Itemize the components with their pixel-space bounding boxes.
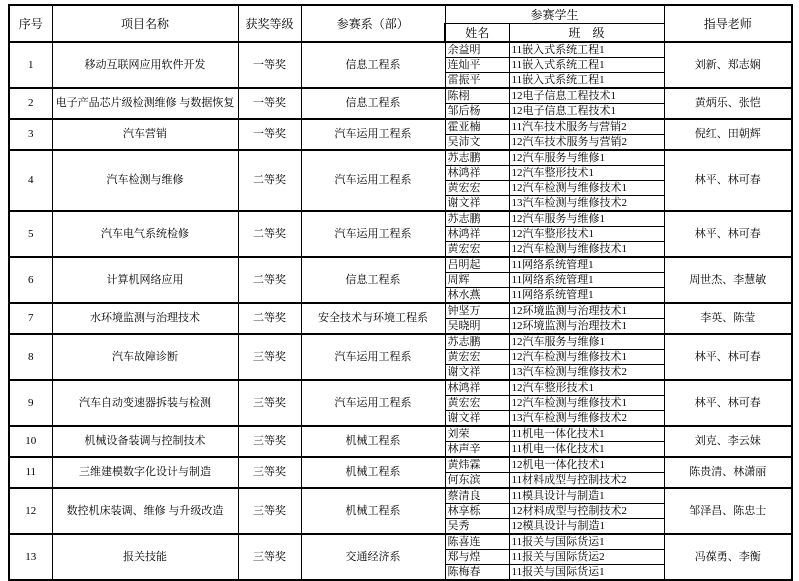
student-class: 11报关与国际货运1: [509, 565, 664, 581]
table-row: [9, 88, 792, 104]
student-class: 12汽车检测与维修技术1: [509, 242, 664, 258]
award-results-table: [8, 4, 793, 581]
student-name: 吴秀: [445, 519, 509, 535]
advisors: 周世杰、李慧敏: [664, 257, 792, 303]
student-class: 11机电一体化技术1: [509, 426, 664, 442]
student-name: 刘荣: [445, 426, 509, 442]
student-class: 12环境监测与治理技术1: [509, 319, 664, 335]
table-row: [9, 257, 792, 273]
student-name: 连灿平: [445, 58, 509, 73]
advisors: 冯葆勇、李衡: [664, 534, 792, 580]
project-name: 水环境监测与治理技术: [52, 303, 238, 334]
header-award: 获奖等级: [238, 5, 301, 42]
table-row: [9, 303, 792, 319]
award-level: 二等奖: [238, 303, 301, 334]
project-name: 三维建模数字化设计与制造: [52, 457, 238, 488]
project-name: 汽车营销: [52, 119, 238, 150]
row-no: 8: [9, 334, 52, 380]
project-name: 电子产品芯片级检测维修 与数据恢复: [52, 88, 238, 119]
table-row: [9, 380, 792, 396]
student-class: 12汽车服务与维修1: [509, 334, 664, 350]
student-name: 苏志鹏: [445, 211, 509, 227]
student-name: 黄宏宏: [445, 181, 509, 196]
table-row: [9, 457, 792, 473]
department: 机械工程系: [301, 426, 445, 457]
student-name: 林水燕: [445, 288, 509, 304]
project-name: 报关技能: [52, 534, 238, 580]
table-row: [9, 119, 792, 135]
header-student-name: 姓名: [445, 24, 509, 43]
student-name: 黄宏宏: [445, 350, 509, 365]
student-name: 苏志鹏: [445, 334, 509, 350]
project-name: 汽车故障诊断: [52, 334, 238, 380]
row-no: 2: [9, 88, 52, 119]
student-name: 林声辛: [445, 442, 509, 458]
student-name: 霍亚楠: [445, 119, 509, 135]
student-class: 12电子信息工程技术1: [509, 88, 664, 104]
student-class: 11嵌入式系统工程1: [509, 58, 664, 73]
table-row: [9, 334, 792, 350]
advisors: 陈贵清、林潇丽: [664, 457, 792, 488]
student-class: 12模具设计与制造1: [509, 519, 664, 535]
row-no: 4: [9, 150, 52, 211]
row-no: 7: [9, 303, 52, 334]
header-no: 序号: [9, 5, 52, 42]
award-level: 二等奖: [238, 257, 301, 303]
department: 信息工程系: [301, 257, 445, 303]
student-name: 周辉: [445, 273, 509, 288]
student-name: 蔡清良: [445, 488, 509, 504]
advisors: 邹泽昌、陈忠士: [664, 488, 792, 534]
department: 汽车运用工程系: [301, 119, 445, 150]
project-name: 汽车电气系统检修: [52, 211, 238, 257]
row-no: 11: [9, 457, 52, 488]
student-class: 12汽车整形技术1: [509, 380, 664, 396]
student-name: 何东滨: [445, 473, 509, 489]
student-class: 11材料成型与控制技术2: [509, 473, 664, 489]
student-name: 林鸿祥: [445, 227, 509, 242]
student-class: 11汽车技术服务与营销2: [509, 119, 664, 135]
student-class: 12汽车服务与维修1: [509, 150, 664, 166]
student-name: 谢文祥: [445, 411, 509, 427]
row-no: 5: [9, 211, 52, 257]
advisors: 林平、林可春: [664, 334, 792, 380]
table-row: [9, 42, 792, 58]
student-class: 11网络系统管理1: [509, 273, 664, 288]
department: 交通经济系: [301, 534, 445, 580]
header-advisor: 指导老师: [664, 5, 792, 42]
table-row: [9, 150, 792, 166]
student-name: 邹后杨: [445, 104, 509, 120]
advisors: 林平、林可春: [664, 211, 792, 257]
award-level: 一等奖: [238, 42, 301, 88]
student-name: 苏志鹏: [445, 150, 509, 166]
student-class: 12汽车检测与维修技术1: [509, 350, 664, 365]
student-class: 12汽车检测与维修技术1: [509, 181, 664, 196]
student-class: 11报关与国际货运1: [509, 534, 664, 550]
advisors: 刘新、郑志娴: [664, 42, 792, 88]
student-name: 吴晓明: [445, 319, 509, 335]
student-name: 谢文祥: [445, 196, 509, 212]
header-project: 项目名称: [52, 5, 238, 42]
student-class: 11机电一体化技术1: [509, 442, 664, 458]
project-name: 汽车检测与维修: [52, 150, 238, 211]
student-name: 余益明: [445, 42, 509, 58]
award-level: 三等奖: [238, 457, 301, 488]
department: 机械工程系: [301, 488, 445, 534]
award-level: 三等奖: [238, 426, 301, 457]
department: 信息工程系: [301, 88, 445, 119]
table-row: [9, 534, 792, 550]
award-level: 三等奖: [238, 534, 301, 580]
student-class: 11嵌入式系统工程1: [509, 73, 664, 89]
student-name: 陈喜连: [445, 534, 509, 550]
student-class: 11嵌入式系统工程1: [509, 42, 664, 58]
department: 汽车运用工程系: [301, 334, 445, 380]
student-class: 11网络系统管理1: [509, 257, 664, 273]
project-name: 移动互联网应用软件开发: [52, 42, 238, 88]
department: 信息工程系: [301, 42, 445, 88]
advisors: 李英、陈莹: [664, 303, 792, 334]
student-class: 12电子信息工程技术1: [509, 104, 664, 120]
project-name: 机械设备装调与控制技术: [52, 426, 238, 457]
table-row: [9, 488, 792, 504]
row-no: 1: [9, 42, 52, 88]
award-level: 三等奖: [238, 488, 301, 534]
student-name: 雷振平: [445, 73, 509, 89]
student-class: 12汽车技术服务与营销2: [509, 135, 664, 151]
student-class: 12环境监测与治理技术1: [509, 303, 664, 319]
award-level: 一等奖: [238, 88, 301, 119]
student-class: 11网络系统管理1: [509, 288, 664, 304]
advisors: 林平、林可春: [664, 150, 792, 211]
award-level: 三等奖: [238, 334, 301, 380]
advisors: 林平、林可春: [664, 380, 792, 426]
header-students-group: 参赛学生: [445, 5, 664, 24]
student-name: 林鸿祥: [445, 380, 509, 396]
student-class: 12汽车整形技术1: [509, 166, 664, 181]
student-class: 12机电一体化技术1: [509, 457, 664, 473]
student-name: 黄宏宏: [445, 242, 509, 258]
award-level: 二等奖: [238, 211, 301, 257]
student-name: 郑与煌: [445, 550, 509, 565]
table-row: [9, 426, 792, 442]
student-class: 11报关与国际货运2: [509, 550, 664, 565]
advisors: 黄炳乐、张恺: [664, 88, 792, 119]
row-no: 6: [9, 257, 52, 303]
advisors: 倪红、田朝辉: [664, 119, 792, 150]
student-name: 吴沛文: [445, 135, 509, 151]
award-level: 二等奖: [238, 150, 301, 211]
student-name: 黄炜霖: [445, 457, 509, 473]
row-no: 12: [9, 488, 52, 534]
student-name: 陈栩: [445, 88, 509, 104]
student-name: 陈梅春: [445, 565, 509, 581]
project-name: 计算机网络应用: [52, 257, 238, 303]
student-class: 12汽车检测与维修技术1: [509, 396, 664, 411]
results-table-body: [9, 42, 792, 580]
department: 汽车运用工程系: [301, 150, 445, 211]
student-class: 13汽车检测与维修技术2: [509, 411, 664, 427]
student-class: 12材料成型与控制技术2: [509, 504, 664, 519]
award-level: 三等奖: [238, 380, 301, 426]
department: 汽车运用工程系: [301, 211, 445, 257]
table-header: [9, 5, 792, 42]
student-name: 林享栎: [445, 504, 509, 519]
department: 机械工程系: [301, 457, 445, 488]
project-name: 汽车自动变速器拆装与检测: [52, 380, 238, 426]
student-name: 钟坚万: [445, 303, 509, 319]
student-class: 11模具设计与制造1: [509, 488, 664, 504]
department: 汽车运用工程系: [301, 380, 445, 426]
student-class: 13汽车检测与维修技术2: [509, 365, 664, 381]
advisors: 刘克、李云妹: [664, 426, 792, 457]
header-department: 参赛系（部）: [301, 5, 445, 42]
row-no: 13: [9, 534, 52, 580]
student-class: 13汽车检测与维修技术2: [509, 196, 664, 212]
award-level: 一等奖: [238, 119, 301, 150]
student-name: 林鸿祥: [445, 166, 509, 181]
student-name: 吕明起: [445, 257, 509, 273]
student-name: 黄宏宏: [445, 396, 509, 411]
row-no: 10: [9, 426, 52, 457]
department: 安全技术与环境工程系: [301, 303, 445, 334]
student-class: 12汽车服务与维修1: [509, 211, 664, 227]
student-name: 谢文祥: [445, 365, 509, 381]
student-class: 12汽车整形技术1: [509, 227, 664, 242]
row-no: 9: [9, 380, 52, 426]
row-no: 3: [9, 119, 52, 150]
table-row: [9, 211, 792, 227]
project-name: 数控机床装调、维修 与升级改造: [52, 488, 238, 534]
header-student-class: 班 级: [509, 24, 664, 43]
